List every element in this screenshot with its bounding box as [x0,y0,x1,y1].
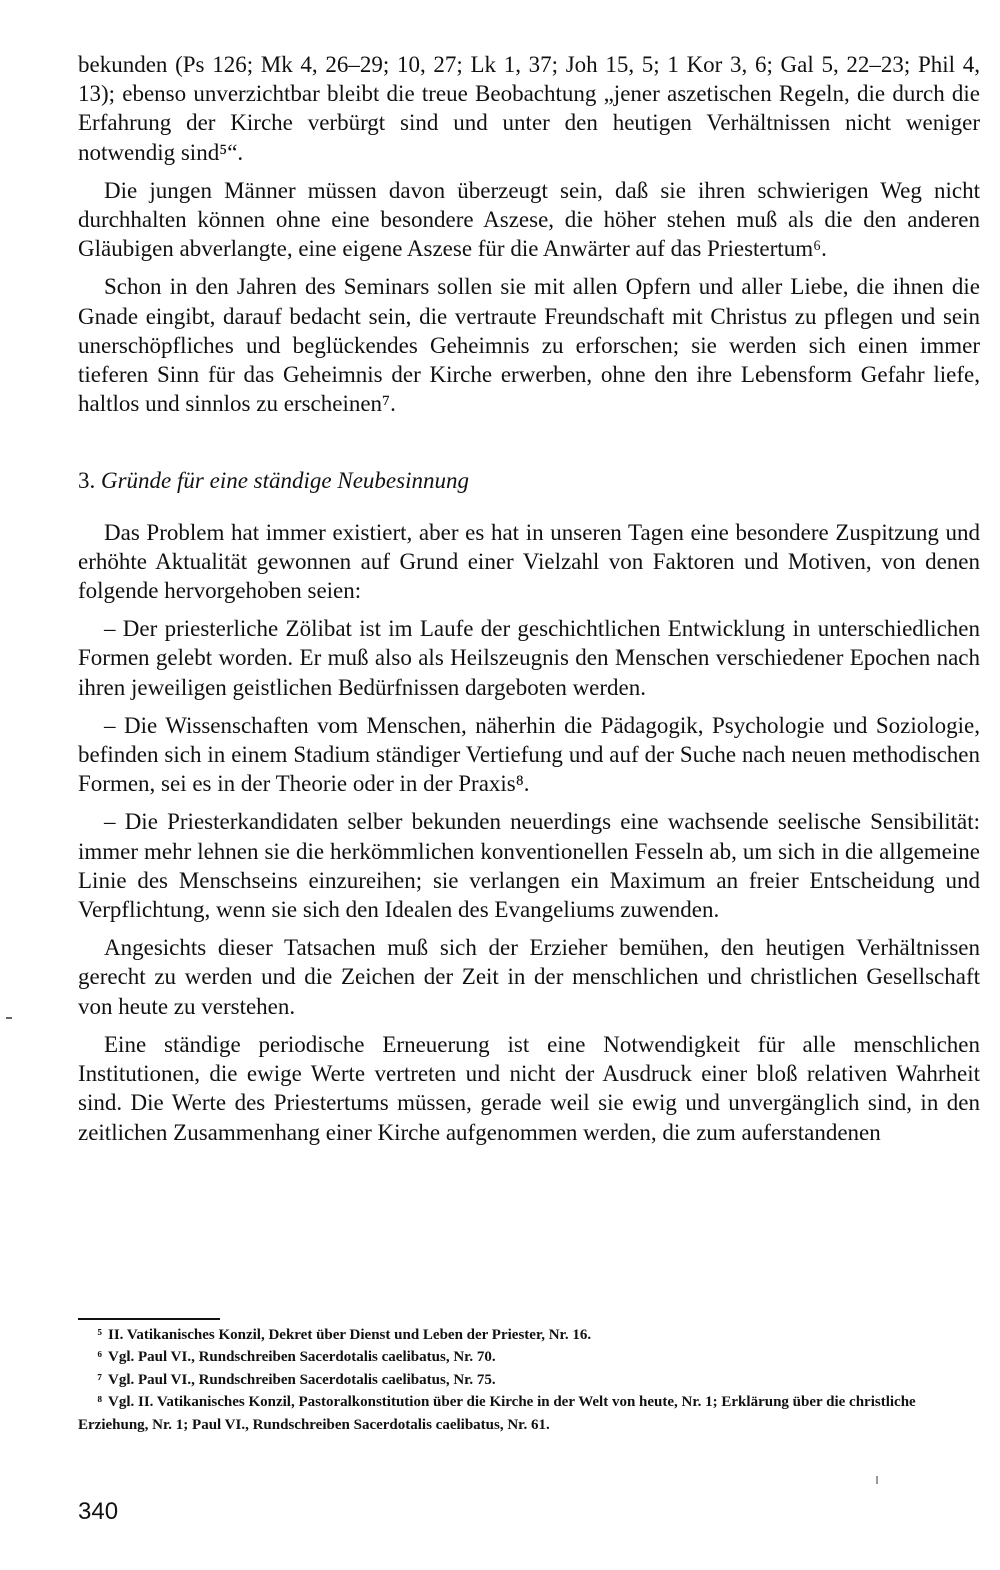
footnote-8 [78,1391,980,1436]
footnote-text: Vgl. II. Vatikanisches Konzil, Pastoralkonstitution über die Kirche in der Welt von heute, Nr. 1; Erklärung über die christliche Erziehung, Nr. 1; Paul VI., Rundschreiben Sacerdotalis caelibatus, Nr. 61. [78,1394,916,1433]
footnote-text: II. Vatikanisches Konzil, Dekret über Dienst und Leben der Priester, Nr. 16. [108,1327,592,1343]
footnotes [78,1324,980,1436]
page-body [78,50,980,1147]
footnote-divider [78,1318,220,1320]
paragraph-problem: Das Problem hat immer existiert, aber es hat in unseren Tagen eine besondere Zuspitzung und erhöhte Aktualität gewonnen auf Grund einer Vielzahl von Faktoren und Motiven, von denen folgende hervorgehoben seien: [78,519,980,604]
list-item-zoelibat: – Der priesterliche Zölibat ist im Laufe der geschichtlichen Entwicklung in unterschiedlichen Formen gelebt worden. Er muß also als Heilszeugnis den Menschen verschiedener Epochen nach ihren jeweiligen geistlichen Bedürfnissen dargeboten werden. [78,616,980,700]
paragraph-seminar: Schon in den Jahren des Seminars sollen sie mit allen Opfern und aller Liebe, die ihnen die Gnade eingibt, darauf bedacht sein, die vertraute Freundschaft mit Christus zu pflegen und sein unerschöpfliches und beglückendes Geheimnis zu erforschen; sie werden sich einen immer tieferen Sinn für das Geheimnis der Kirche erwerben, ohne den ihre Lebensform Gefahr liefe, haltlos und sinnlos zu erscheinen⁷. [78,274,980,417]
footnote-5 [78,1324,980,1346]
footnote-text: Vgl. Paul VI., Rundschreiben Sacerdotalis caelibatus, Nr. 75. [108,1371,496,1388]
section-title: Gründe für eine ständige Neubesinnung [101,468,469,494]
footnote-6 [78,1346,980,1368]
page-number: 340 [78,1498,119,1525]
section-number: 3. [78,468,96,494]
footnote-mark: ⁶ [97,1349,102,1366]
footnote-text: Vgl. Paul VI., Rundschreiben Sacerdotalis caelibatus, Nr. 70. [108,1349,496,1366]
footnote-mark: ⁵ [97,1327,102,1343]
list-item-wissenschaften: – Die Wissenschaften vom Menschen, näherhin die Pädagogik, Psychologie und Soziologie, befinden sich in einem Stadium ständiger Vertiefung und auf der Suche nach neuen methodischen Formen, sei es in der Theorie oder in der Praxis⁸. [78,712,980,797]
paragraph-aszese: Die jungen Männer müssen davon überzeugt sein, daß sie ihren schwierigen Weg nicht durchhalten können ohne eine besondere Aszese, die höher stehen muß als die den anderen Gläubigen abverlangte, eine eigene Aszese für die Anwärter auf das Priestertum⁶. [78,177,980,262]
footnote-7 [78,1369,980,1391]
footnote-mark: ⁷ [97,1371,102,1388]
list-item-priesterkandidaten: – Die Priesterkandidaten selber bekunden neuerdings eine wachsende seelische Sensibilität: immer mehr lehnen sie die herkömmlichen konventionellen Fesseln ab, um sich in die allgemeine Linie des Menschseins einzureihen; sie verlangen ein Maximum an freier Entscheidung und Verpflichtung, wenn sie sich den Idealen des Evangeliums zuwenden. [78,809,980,923]
paragraph-continuation: bekunden (Ps 126; Mk 4, 26–29; 10, 27; Lk 1, 37; Joh 15, 5; 1 Kor 3, 6; Gal 5, 22–23; Phil 4, 13); ebenso unverzichtbar bleibt die treue Beobachtung „jener aszetischen Regeln, die durch die Erfahrung der Kirche verbürgt sind und unter den heutigen Verhältnissen nicht weniger notwendig sind⁵“. [78,52,980,165]
paragraph-erzieher: Angesichts dieser Tatsachen muß sich der Erzieher bemühen, den heutigen Verhältnissen gerecht zu werden und die Zeichen der Zeit in der menschlichen und christlichen Gesellschaft von heute zu verstehen. [78,935,980,1019]
scan-speck [876,1476,878,1484]
footnote-mark: ⁸ [97,1394,102,1411]
paragraph-erneuerung: Eine ständige periodische Erneuerung ist eine Notwendigkeit für alle menschlichen Institutionen, die ewige Werte vertreten und nicht der Ausdruck einer bloß relativen Wahrheit sind. Die Werte des Priestertums müssen, gerade weil sie ewig und unvergänglich sind, in den zeitlichen Zusammenhang einer Kirche aufgenommen werden, die zum auferstandenen [78,1031,980,1145]
section-heading [78,466,980,495]
scan-speck [6,1017,12,1019]
